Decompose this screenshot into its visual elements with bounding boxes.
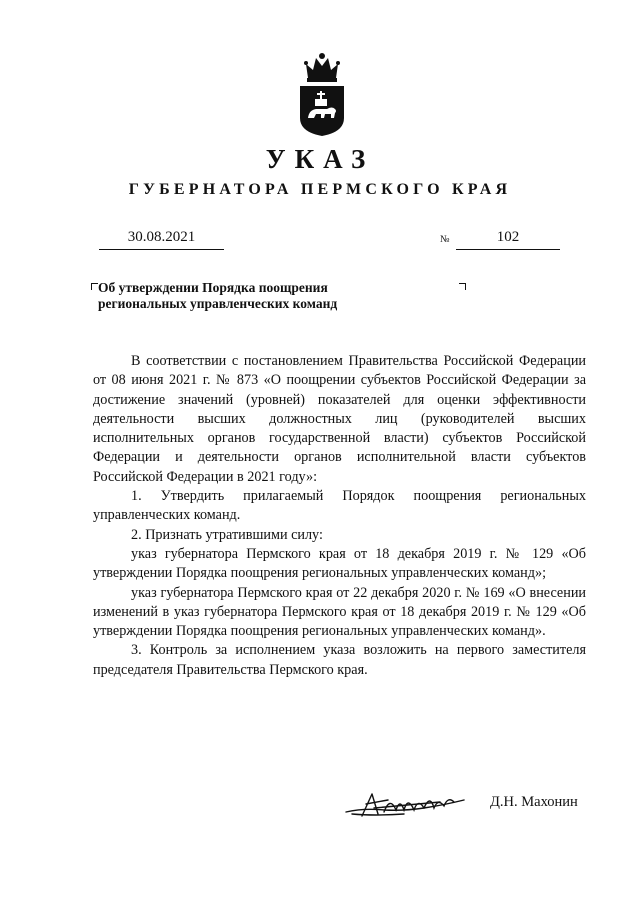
decree-body [93, 352, 586, 680]
coat-of-arms-icon [294, 48, 350, 138]
decree-date: 30.08.2021 [99, 227, 224, 250]
document-issuer: ГУБЕРНАТОРА ПЕРМСКОГО КРАЯ [128, 181, 512, 198]
document-title: УКАЗ [265, 144, 375, 174]
body-paragraph: 1. Утвердить прилагаемый Порядок поощрения региональных управленческих команд. [93, 488, 586, 524]
number-sign: № [440, 234, 450, 245]
corner-mark-left [91, 283, 98, 290]
subject-line-2: региональных управленческих команд [98, 296, 338, 311]
body-paragraph: 2. Признать утратившими силу: [131, 526, 323, 543]
decree-number: 102 [456, 227, 560, 250]
corner-mark-right [459, 283, 466, 290]
body-paragraph: указ губернатора Пермского края от 22 декабря 2020 г. № 169 «О внесении изменений в указ губернатора Пермского края от 18 декабря 2019 г. № 129 «Об утверждении Порядка поощрения региональных управленческих команд». [93, 584, 586, 640]
body-paragraph: 3. Контроль за исполнением указа возложить на первого заместителя председателя Правительства Пермского края. [93, 642, 586, 678]
decree-subject [94, 280, 384, 312]
subject-line-1: Об утверждении Порядка поощрения [98, 280, 328, 295]
signature-icon [344, 786, 466, 822]
body-paragraph: указ губернатора Пермского края от 18 декабря 2019 г. № 129 «Об утверждении Порядка поощрения региональных управленческих команд»; [93, 545, 586, 582]
signer-name: Д.Н. Махонин [490, 794, 578, 810]
body-paragraph: В соответствии с постановлением Правительства Российской Федерации от 08 июня 2021 г. № 873 «О поощрении субъектов Российской Федерации за достижение значений (уровней) показателей для оценки эффективности деятельности высших должностных лиц (руководителей высших исполнительных органов государственной власти) субъектов Российской Федерации и деятельности органов исполнительной власти субъектов Российской Федерации в 2021 году»: [93, 353, 586, 485]
